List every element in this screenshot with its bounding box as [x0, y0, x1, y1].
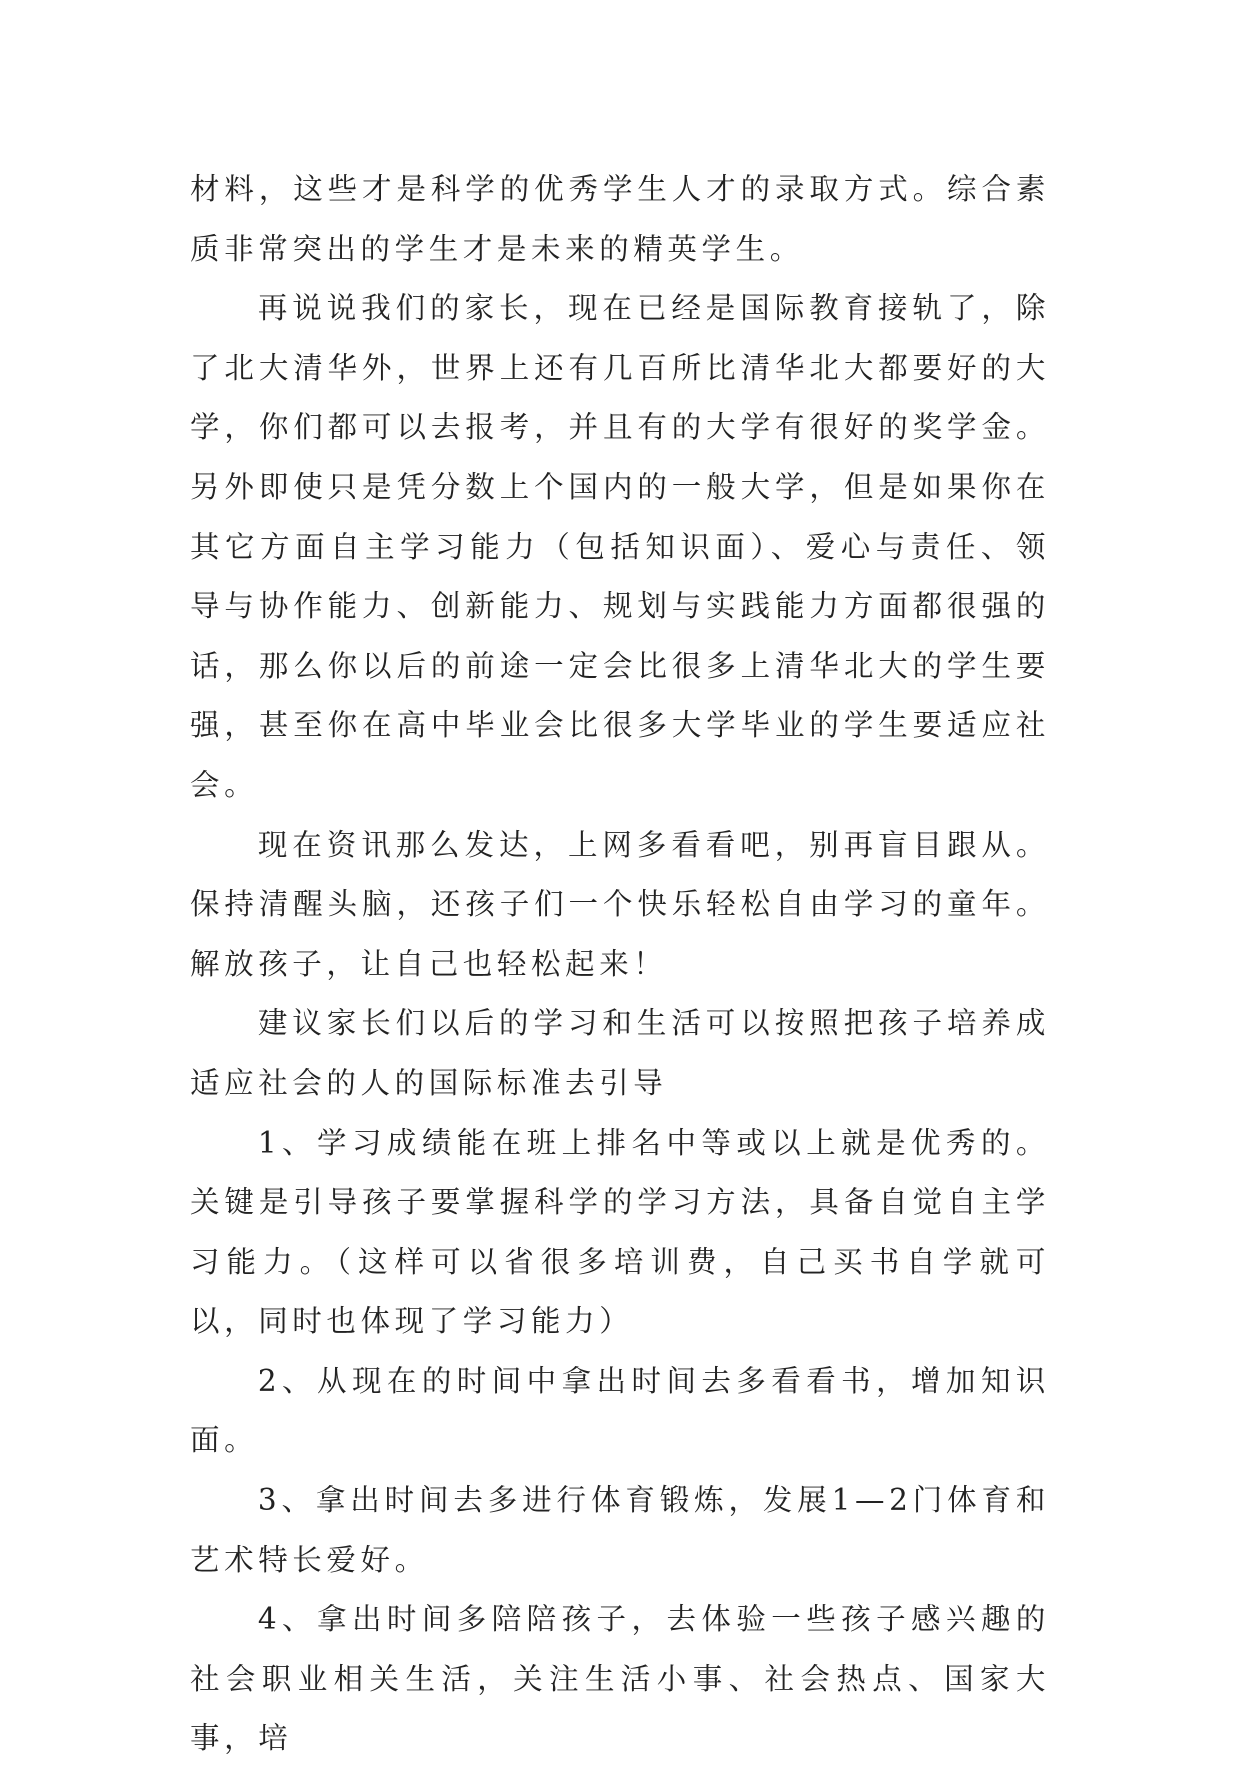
- paragraph-3: 现在资讯那么发达，上网多看看吧，别再盲目跟从。保持清醒头脑，还孩子们一个快乐轻松自由学习的童年。解放孩子，让自己也轻松起来！: [190, 827, 1050, 981]
- paragraph-5: 1、学习成绩能在班上排名中等或以上就是优秀的。关键是引导孩子要掌握科学的学习方法，具备自觉自主学习能力。（这样可以省很多培训费，自己买书自学就可以，同时也体现了学习能力）: [190, 1125, 1050, 1339]
- paragraph-7: 3、拿出时间去多进行体育锻炼，发展1—2门体育和艺术特长爱好。: [190, 1483, 1050, 1577]
- paragraph-6: 2、从现在的时间中拿出时间去多看看书，增加知识面。: [190, 1363, 1050, 1458]
- paragraph-4: 建议家长们以后的学习和生活可以按照把孩子培养成适应社会的人的国际标准去引导: [190, 1006, 1050, 1100]
- document-body: [190, 160, 1050, 1769]
- paragraph-2: 再说说我们的家长，现在已经是国际教育接轨了，除了北大清华外，世界上还有几百所比清华北大都要好的大学，你们都可以去报考，并且有的大学有很好的奖学金。另外即使只是凭分数上个国内的一般大学，但是如果你在其它方面自主学习能力（包括知识面）、爱心与责任、领导与协作能力、创新能力、规划与实践能力方面都很强的话，那么你以后的前途一定会比很多上清华北大的学生要强，甚至你在高中毕业会比很多大学毕业的学生要适应社会。: [190, 291, 1050, 802]
- paragraph-1: 材料，这些才是科学的优秀学生人才的录取方式。综合素质非常突出的学生才是未来的精英学生。: [190, 172, 1050, 266]
- paragraph-8: 4、拿出时间多陪陪孩子，去体验一些孩子感兴趣的社会职业相关生活，关注生活小事、社会热点、国家大事，培: [190, 1602, 1050, 1756]
